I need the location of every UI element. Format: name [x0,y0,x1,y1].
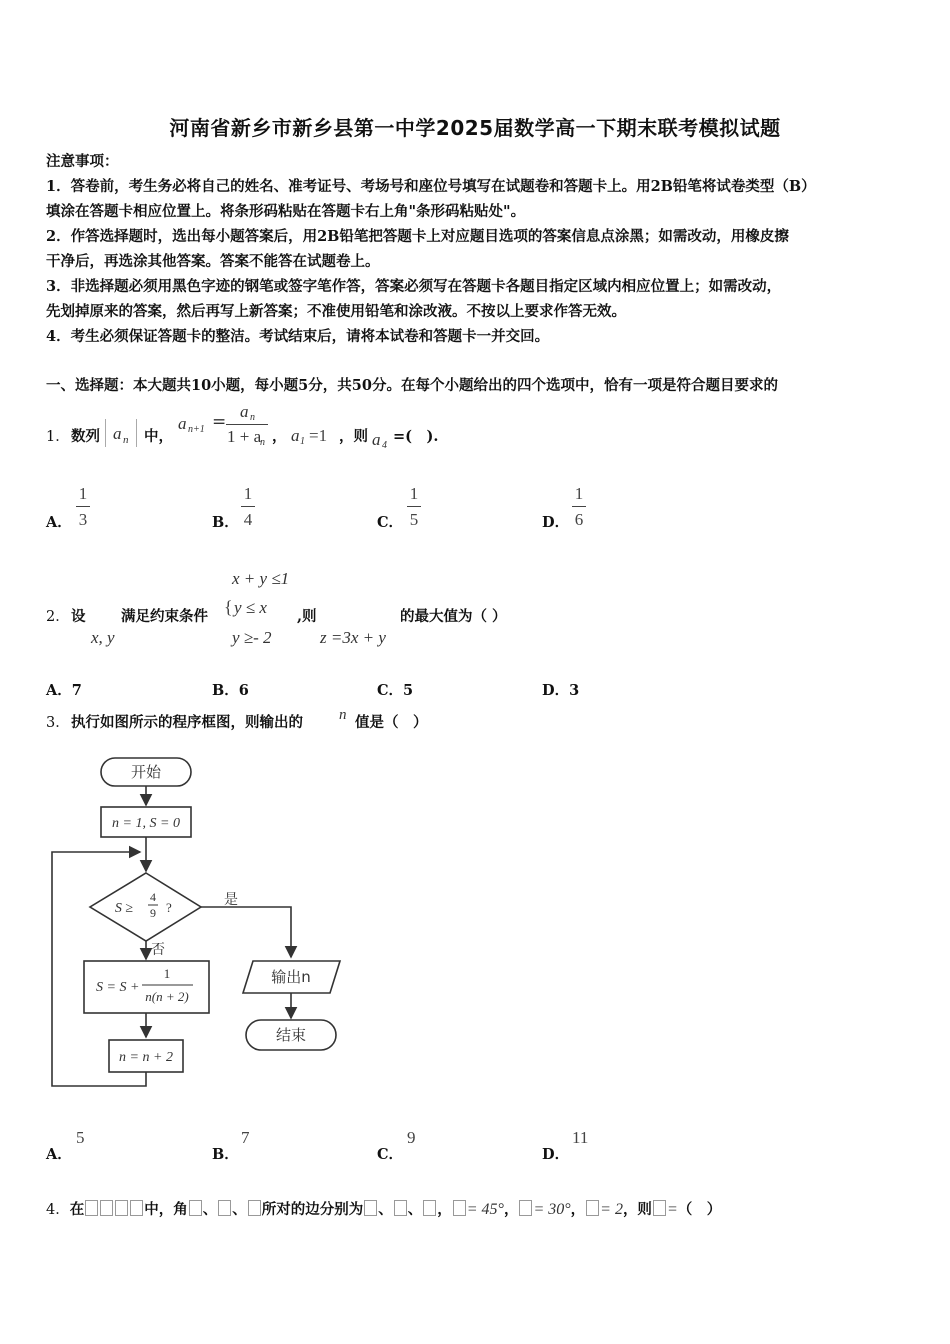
math-symbol: a [240,402,249,421]
option-value: 7 [71,682,82,699]
notice-heading: 注意事项： [46,153,119,170]
math-subscript: n [123,434,129,446]
fraction-bar [241,506,255,507]
missing-glyph [423,1200,436,1216]
question-text: ，则 [622,1201,652,1218]
flow-update-s-label: S = S + [96,980,140,995]
fraction-numerator: 1 [78,484,88,503]
missing-glyph [364,1200,377,1216]
math-symbol: a [291,426,300,445]
question-text: 满足约束条件 [121,608,208,625]
flow-decision [90,873,201,941]
flow-condition-numerator: 4 [150,890,156,904]
fraction-bar [572,506,586,507]
option-value: 5 [403,682,414,699]
math-operator: = [212,412,227,432]
question-text: 的最大值为（ ） [400,608,507,625]
notice-line: 填涂在答题卡相应位置上。将条形码粘贴在答题卡右上角"条形码粘贴处"。 [46,203,526,220]
fraction-bar [226,424,268,425]
flow-update-n-label: n = n + 2 [119,1050,173,1065]
math-value: = 30° [533,1201,571,1218]
question-text: =( ). [393,428,439,445]
question-text: 所对的边分别为 [261,1201,364,1218]
math-symbol: n [339,707,347,723]
math-subscript: 1 [300,436,305,447]
missing-glyph [115,1200,128,1216]
option-value: 6 [238,682,249,699]
question-text: 、 [232,1201,247,1218]
q3-option-c-label[interactable]: C． [377,1146,404,1163]
missing-glyph [130,1200,143,1216]
math-value: = 45° [466,1201,504,1218]
option-label: D． [542,514,570,531]
flow-init-label: n = 1, S = 0 [112,816,180,831]
question-text: 在 [69,1201,85,1218]
question-number: 3． [46,715,70,731]
fraction-denominator: 6 [574,510,584,529]
option-label: D． [542,682,570,699]
objective-function: z =3x + y [320,628,386,647]
math-value: = [666,1201,678,1218]
missing-glyph [394,1200,407,1216]
notice-line: 1．答卷前，考生务必将自己的姓名、准考证号、考场号和座位号填写在试题卷和答题卡上。用2B铅笔将试卷类型（B） [46,178,816,195]
missing-glyph [653,1200,666,1216]
constraint: y ≤ x [234,598,267,617]
fraction-bar [76,506,90,507]
question-text: 值是（ ） [355,714,428,731]
math-symbol: a [372,430,381,449]
question-4 [46,1200,721,1220]
notice-line: 先划掉原来的答案，然后再写上新答案；不准使用铅笔和涂改液。不按以上要求作答无效。 [46,303,626,320]
question-text: 数列 [71,428,100,445]
fraction-denominator: 4 [243,510,253,529]
notice-line: 3．非选择题必须用黑色字迹的钢笔或签字笔作答，答案必须写在答题卡各题目指定区域内相应位置上；如需改动， [46,278,782,295]
fraction-bar [407,506,421,507]
math-subscript: n [260,437,265,448]
notice-line: 4．考生必须保证答题卡的整洁。考试结束后，请将本试卷和答题卡一并交回。 [46,328,550,345]
q2-option-a[interactable] [46,679,82,700]
question-text: ， [272,428,287,445]
question-text: ，则 [339,428,368,445]
flow-start-label: 开始 [130,763,162,781]
flow-update-numerator: 1 [163,966,171,981]
question-text: 、 [407,1201,423,1218]
question-text: 中， [144,428,173,445]
option-label: A． [46,682,72,699]
fraction-denominator: 3 [78,510,88,529]
section-heading: 一、选择题：本大题共10小题，每小题5分，共50分。在每个小题给出的四个选项中，恰有一项是符合题目要求的 [46,377,778,394]
fraction-numerator: 1 [574,484,584,503]
fraction-numerator: 1 [409,484,419,503]
missing-glyph [586,1200,599,1216]
notice-line: 2．作答选择题时，选出每小题答案后，用2B铅笔把答题卡上对应题目选项的答案信息点涂黑；如需改动，用橡皮擦 [46,228,789,245]
math-expression: x, y [91,628,115,647]
page-title: 河南省新乡市新乡县第一中学2025届数学高一下期末联考模拟试题 [169,116,781,140]
flow-condition-question: ? [166,900,172,915]
q3-option-c-value: 9 [407,1128,416,1147]
q2-option-c[interactable] [377,679,413,700]
question-text: ， [570,1201,586,1218]
missing-glyph [85,1200,98,1216]
math-expression: 1 + a [227,427,262,446]
missing-glyph [519,1200,532,1216]
question-text: 执行如图所示的程序框图，则输出的 [71,714,303,731]
math-value: = 2 [600,1201,623,1218]
question-number: 4． [46,1202,70,1218]
math-subscript: n+1 [188,424,205,435]
flow-condition-label: S ≥ [114,901,134,916]
q3-option-d-label[interactable]: D． [542,1146,570,1163]
missing-glyph [218,1200,231,1216]
q3-option-d-value: 11 [572,1128,589,1147]
option-label: B． [212,514,239,531]
math-subscript: 4 [382,440,387,451]
option-value: 3 [569,682,580,699]
notice-line: 干净后，再选涂其他答案。答案不能答在试题卷上。 [46,253,380,270]
missing-glyph [189,1200,202,1216]
flow-no-label: 否 [151,942,165,958]
missing-glyph [453,1200,466,1216]
question-text: 设 [71,608,86,625]
missing-glyph [248,1200,261,1216]
flow-end-label: 结束 [275,1026,307,1044]
option-label: C． [377,514,404,531]
fraction-numerator: 1 [243,484,253,503]
question-text: ， [503,1201,519,1218]
question-text: 中，角 [144,1201,188,1218]
flow-output-label: 输出n [271,968,311,986]
flow-yes-label: 是 [224,892,238,908]
option-label: B． [212,682,239,699]
q2-option-b[interactable] [212,679,249,700]
math-symbol: a [113,424,122,443]
question-text: （ ） [677,1201,722,1218]
math-symbol: a [178,414,187,433]
flowchart [40,750,360,1095]
constraint: x + y ≤1 [232,569,290,588]
q3-option-a-value: 5 [76,1128,85,1147]
option-label: C． [377,682,404,699]
flow-update-denominator: n(n + 2) [145,989,189,1004]
q3-option-a-label[interactable]: A． [46,1146,72,1163]
question-number: 1． [46,429,70,445]
fraction-denominator: 5 [409,510,419,529]
q3-option-b-label[interactable]: B． [212,1146,239,1163]
question-text: 、 [202,1201,218,1218]
question-text: 、 [378,1201,393,1218]
constraint: y ≥- 2 [232,628,272,647]
question-number: 2． [46,609,70,625]
math-value: =1 [309,426,328,445]
option-label: A． [46,514,72,531]
question-text: ， [437,1201,452,1218]
flow-yes-arrow [201,907,291,957]
question-text: ,则 [297,608,317,625]
flow-condition-denominator: 9 [150,906,156,920]
q2-option-d[interactable] [542,679,579,700]
missing-glyph [100,1200,113,1216]
math-subscript: n [250,412,255,423]
brace: { [224,597,233,617]
q3-option-b-value: 7 [241,1128,250,1147]
